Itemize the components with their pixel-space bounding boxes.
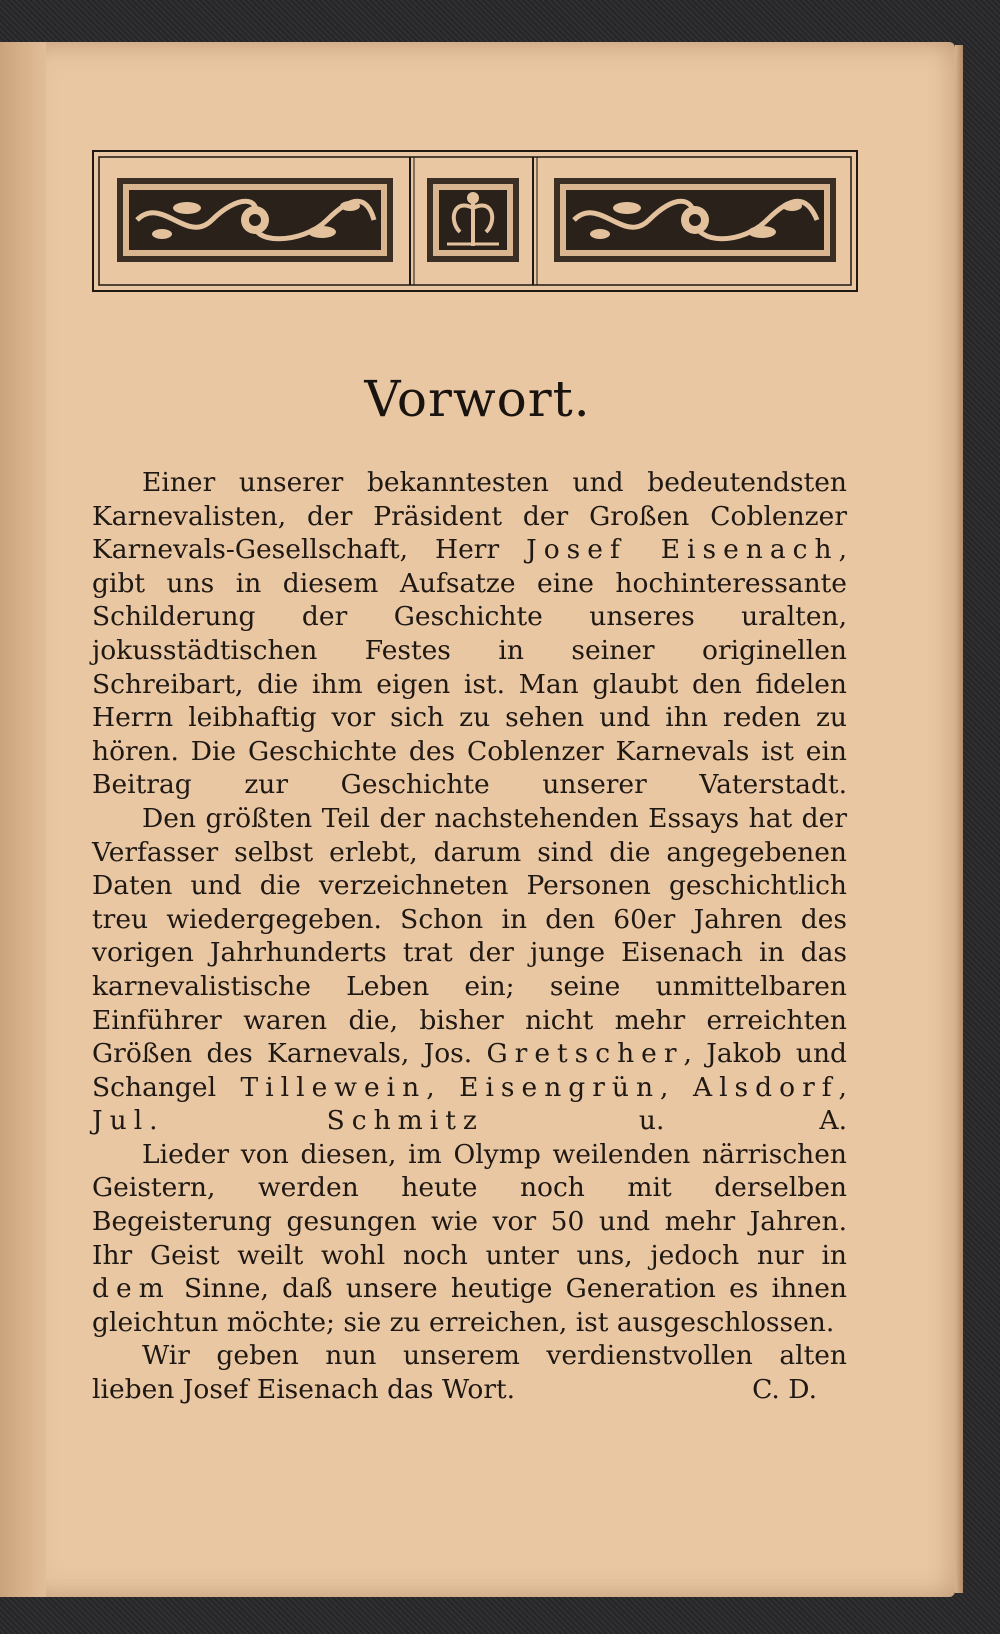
page-edge — [955, 45, 963, 1593]
paragraph-2: Den größten Teil der nachstehenden Essays hat der Verfasser selbst erlebt, darum sind die angegebenen Daten und die verzeichneten Personen geschichtlich treu wiedergegeben. Schon in den 60er Jahren des vorigen Jahrhunderts trat der junge Eisenach in das karnevalistische Leben ein; seine unmittelbaren Einführer waren die, bisher nicht mehr erreichten Größen des Karnevals, Jos. Gretscher, Jakob und Schangel Tillewein, Eisengrün, Alsdorf, Jul. Schmitz u. A. — [92, 802, 847, 1137]
floral-scroll-icon — [554, 178, 836, 262]
name-emphasis: Eisengrün — [459, 1071, 661, 1103]
name-emphasis: Jul. Schmitz — [92, 1105, 484, 1137]
name-emphasis: Tillewein — [240, 1071, 427, 1103]
signature: C. D. — [752, 1374, 817, 1406]
page-title: Vorwort. — [364, 370, 591, 428]
name-emphasis: Josef Eisenach — [526, 534, 839, 566]
preface-text — [92, 466, 847, 1407]
page-gutter — [0, 42, 46, 1597]
name-emphasis: Gretscher — [486, 1038, 684, 1070]
paragraph-1: Einer unserer bekanntesten und bedeutendsten Karnevalisten, der Präsident der Großen Coblenzer Karnevals-Gesellschaft, Herr Josef Eisenach, gibt uns in diesem Aufsatze eine hochinteressante Schilderung der Geschichte unseres uralten, jokusstädtischen Festes in seiner originellen Schreibart, die ihm eigen ist. Man glaubt den fidelen Herrn leibhaftig vor sich zu sehen und ihn reden zu hören. Die Geschichte des Coblenzer Karnevals ist ein Beitrag zur Geschichte unserer Vaterstadt. — [92, 467, 848, 801]
word-emphasis: dem — [92, 1273, 171, 1305]
paragraph-3: Lieder von diesen, im Olymp weilenden närrischen Geistern, werden heute noch mit derselben Begeisterung gesungen wie vor 50 und mehr Jahren. Ihr Geist weilt wohl noch unter uns, jedoch nur in dem Sinne, daß unsere heutige Generation es ihnen gleichtun möchte; sie zu erreichen, ist ausgeschlossen. — [92, 1138, 847, 1338]
palmette-icon — [427, 178, 519, 262]
name-emphasis: Alsdorf — [692, 1071, 839, 1103]
header-ornament — [92, 150, 858, 292]
paragraph-4: Wir geben nun unserem verdienstvollen alten lieben Josef Eisenach das Wort. C. D. — [92, 1340, 847, 1406]
floral-scroll-icon — [117, 178, 393, 262]
